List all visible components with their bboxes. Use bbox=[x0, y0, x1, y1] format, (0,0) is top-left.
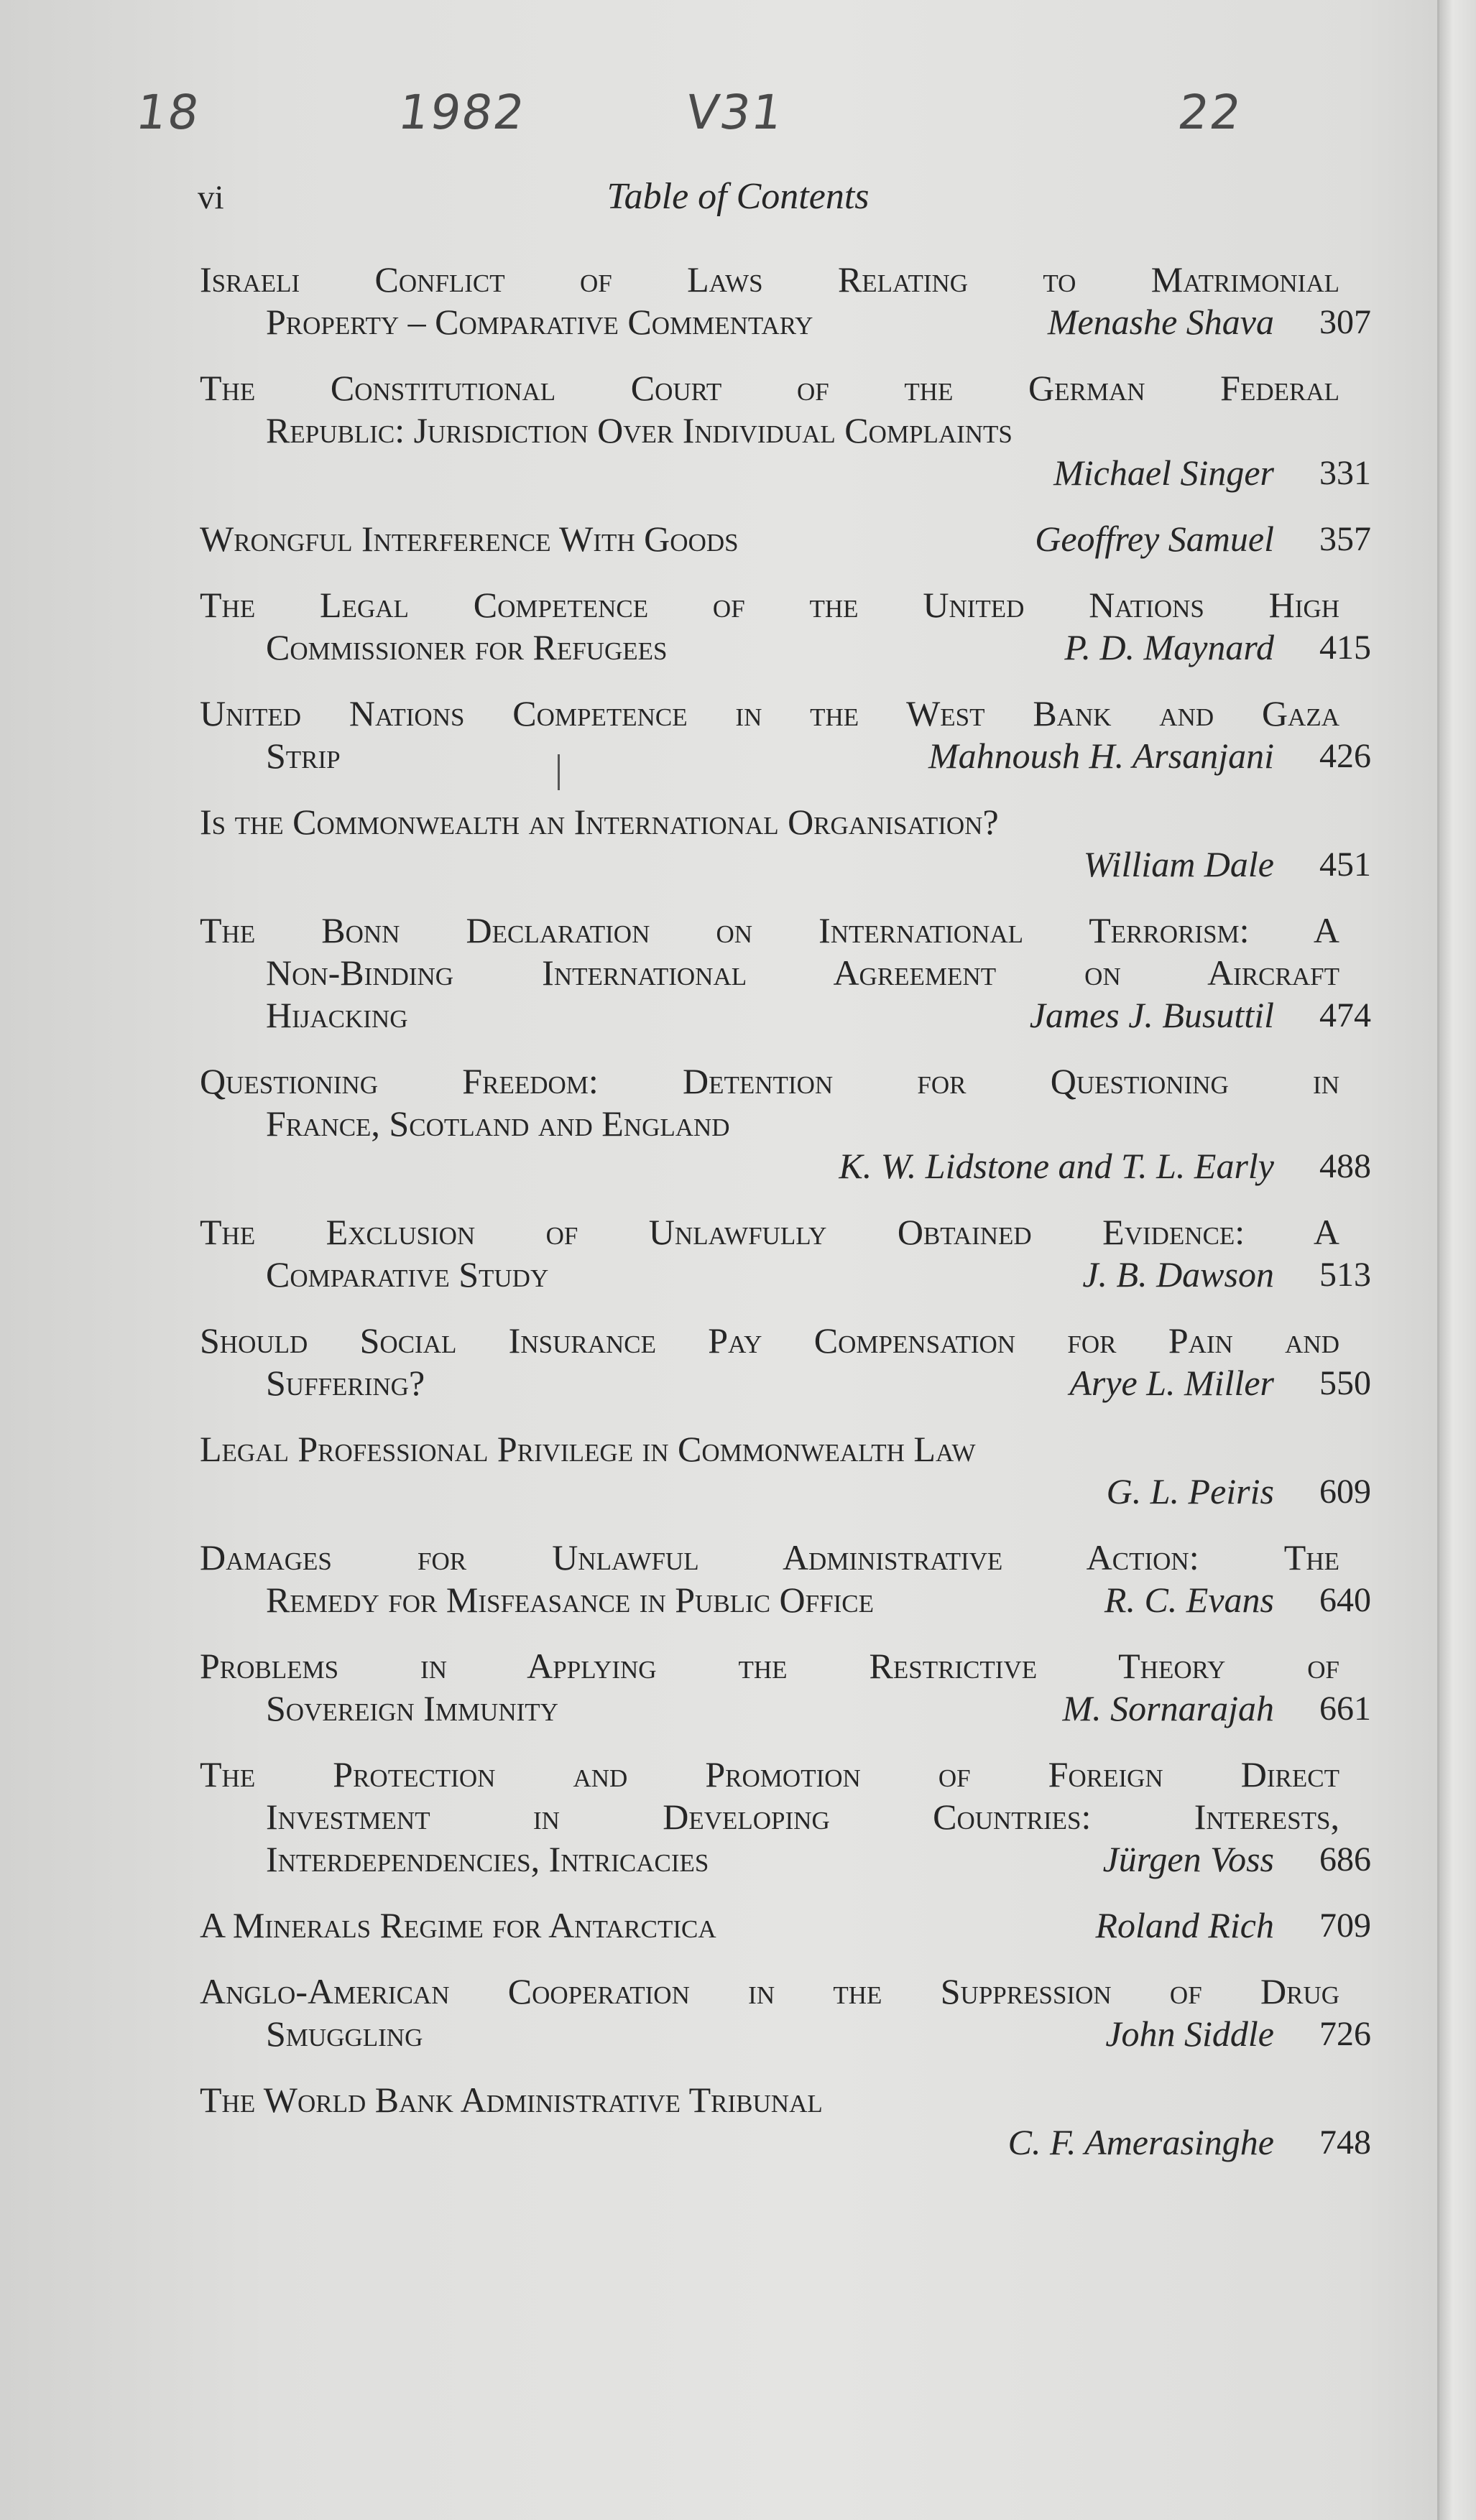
toc-title-text: Is the Commonwealth an International Organisation? bbox=[200, 802, 999, 842]
toc-author: Jürgen Voss bbox=[1102, 1839, 1274, 1879]
toc-page-number: 474 bbox=[1319, 996, 1371, 1034]
toc-author: P. D. Maynard bbox=[1064, 627, 1274, 667]
toc-author-line bbox=[200, 843, 1371, 886]
toc-title-line bbox=[200, 1796, 1371, 1838]
toc-title-line bbox=[200, 2013, 1371, 2055]
toc-page-number: 488 bbox=[1319, 1147, 1371, 1185]
toc-title-text: Comparative Study bbox=[266, 1254, 549, 1294]
toc-author: Menashe Shava bbox=[1047, 302, 1274, 342]
toc-title-line bbox=[200, 518, 1371, 560]
toc-title-line bbox=[200, 1103, 1371, 1145]
toc-title-line bbox=[200, 2079, 1371, 2121]
toc-author: Roland Rich bbox=[1095, 1905, 1274, 1945]
toc-author: Arye L. Miller bbox=[1069, 1363, 1274, 1403]
toc-title-text: Problems in Applying the Restrictive Theory of bbox=[200, 1646, 1339, 1686]
toc-author: Mahnoush H. Arsanjani bbox=[928, 736, 1274, 776]
toc-title-line bbox=[200, 1254, 1371, 1296]
toc-author: K. W. Lidstone and T. L. Early bbox=[839, 1146, 1274, 1186]
toc-title-line bbox=[200, 409, 1371, 452]
toc-author: C. F. Amerasinghe bbox=[1007, 2122, 1274, 2162]
handwritten-note-1: 18 bbox=[132, 85, 204, 140]
toc-title-text: The World Bank Administrative Tribunal bbox=[200, 2080, 823, 2120]
toc-entry[interactable] bbox=[200, 259, 1371, 343]
toc-title-text: Interdependencies, Intricacies bbox=[266, 1839, 709, 1879]
toc-entry[interactable] bbox=[200, 1211, 1371, 1296]
toc-author-line bbox=[200, 1145, 1371, 1187]
table-of-contents bbox=[200, 259, 1371, 2187]
toc-entry[interactable] bbox=[200, 1428, 1371, 1513]
toc-title-text: France, Scotland and England bbox=[266, 1103, 730, 1144]
toc-title-text: Property – Comparative Commentary bbox=[266, 302, 813, 342]
toc-author: J. B. Dawson bbox=[1082, 1254, 1274, 1294]
toc-title-text: A Minerals Regime for Antarctica bbox=[200, 1905, 716, 1945]
toc-author: R. C. Evans bbox=[1104, 1580, 1274, 1620]
toc-title-line bbox=[200, 1754, 1371, 1796]
toc-title-line bbox=[200, 1362, 1371, 1404]
toc-page-number: 609 bbox=[1319, 1473, 1371, 1511]
toc-title-text: Remedy for Misfeasance in Public Office bbox=[266, 1580, 874, 1620]
toc-entry[interactable] bbox=[200, 692, 1371, 777]
toc-author: John Siddle bbox=[1105, 2014, 1274, 2054]
toc-title-line bbox=[200, 626, 1371, 669]
toc-page-number: 513 bbox=[1319, 1256, 1371, 1294]
handwritten-note-4: 22 bbox=[1174, 85, 1246, 140]
running-title: Table of Contents bbox=[606, 176, 870, 217]
toc-entry[interactable] bbox=[200, 1904, 1371, 1947]
toc-title-line bbox=[200, 1645, 1371, 1687]
toc-page-number: 640 bbox=[1319, 1581, 1371, 1619]
toc-title-line bbox=[200, 909, 1371, 952]
toc-title-text: Wrongful Interference With Goods bbox=[200, 519, 739, 559]
toc-page-number: 426 bbox=[1319, 737, 1371, 775]
toc-entry[interactable] bbox=[200, 801, 1371, 886]
toc-title-line bbox=[200, 1838, 1371, 1881]
toc-author-line bbox=[200, 1470, 1371, 1513]
toc-page-number: 661 bbox=[1319, 1690, 1371, 1728]
toc-page-number: 709 bbox=[1319, 1907, 1371, 1945]
toc-title-text: Anglo-American Cooperation in the Suppression of Drug bbox=[200, 1971, 1339, 2011]
toc-title-line bbox=[200, 1428, 1371, 1470]
toc-title-line bbox=[200, 994, 1371, 1037]
toc-title-text: United Nations Competence in the West Bank and Gaza bbox=[200, 693, 1339, 733]
toc-title-line bbox=[200, 1320, 1371, 1362]
toc-author: William Dale bbox=[1083, 844, 1274, 884]
toc-entry[interactable] bbox=[200, 1970, 1371, 2055]
toc-page-number: 748 bbox=[1319, 2123, 1371, 2162]
toc-author-line bbox=[200, 2121, 1371, 2164]
toc-entry[interactable] bbox=[200, 909, 1371, 1037]
toc-title-text: Investment in Developing Countries: Interests, bbox=[266, 1797, 1339, 1837]
toc-title-text: Sovereign Immunity bbox=[266, 1688, 558, 1728]
toc-page-number: 451 bbox=[1319, 846, 1371, 884]
toc-title-line bbox=[200, 367, 1371, 409]
toc-entry[interactable] bbox=[200, 1645, 1371, 1730]
toc-title-text: The Protection and Promotion of Foreign Direct bbox=[200, 1754, 1339, 1794]
toc-title-text: Should Social Insurance Pay Compensation for Pain and bbox=[200, 1320, 1339, 1361]
toc-page-number: 357 bbox=[1319, 520, 1371, 558]
toc-title-line bbox=[200, 692, 1371, 735]
toc-title-line bbox=[200, 259, 1371, 301]
toc-page-number: 331 bbox=[1319, 454, 1371, 492]
toc-author: M. Sornarajah bbox=[1062, 1688, 1274, 1728]
toc-title-line bbox=[200, 801, 1371, 843]
handwritten-note-3: V31 bbox=[682, 85, 788, 140]
toc-title-text: Israeli Conflict of Laws Relating to Matrimonial bbox=[200, 259, 1339, 300]
toc-page-number: 550 bbox=[1319, 1364, 1371, 1402]
toc-title-line bbox=[200, 1970, 1371, 2013]
toc-author: Michael Singer bbox=[1053, 453, 1274, 493]
toc-title-text: The Exclusion of Unlawfully Obtained Evidence: A bbox=[200, 1212, 1339, 1252]
toc-title-line bbox=[200, 1687, 1371, 1730]
toc-page-number: 307 bbox=[1319, 303, 1371, 341]
toc-entry[interactable] bbox=[200, 367, 1371, 494]
toc-page-number: 686 bbox=[1319, 1840, 1371, 1879]
toc-title-line bbox=[200, 1579, 1371, 1621]
toc-entry[interactable] bbox=[200, 1754, 1371, 1881]
toc-title-line bbox=[200, 584, 1371, 626]
handwritten-note-2: 1982 bbox=[395, 85, 530, 140]
toc-title-text: Damages for Unlawful Administrative Action: The bbox=[200, 1537, 1339, 1578]
toc-title-text: The Bonn Declaration on International Terrorism: A bbox=[200, 910, 1339, 950]
toc-author: James J. Busuttil bbox=[1029, 995, 1274, 1035]
toc-entry[interactable] bbox=[200, 584, 1371, 669]
toc-title-line bbox=[200, 1904, 1371, 1947]
toc-title-line bbox=[200, 735, 1371, 777]
page-edge bbox=[1437, 0, 1476, 2520]
toc-author-line bbox=[200, 452, 1371, 494]
toc-entry[interactable] bbox=[200, 1537, 1371, 1621]
toc-author: G. L. Peiris bbox=[1106, 1471, 1274, 1511]
toc-title-text: Questioning Freedom: Detention for Questioning in bbox=[200, 1061, 1339, 1101]
toc-title-line bbox=[200, 952, 1371, 994]
toc-title-line bbox=[200, 1211, 1371, 1254]
toc-title-text: The Constitutional Court of the German Federal bbox=[200, 368, 1339, 408]
toc-title-text: Commissioner for Refugees bbox=[266, 627, 668, 667]
toc-entry[interactable] bbox=[200, 1060, 1371, 1187]
toc-entry[interactable] bbox=[200, 1320, 1371, 1404]
page-folio: vi bbox=[198, 179, 224, 216]
toc-title-text: Non-Binding International Agreement on Aircraft bbox=[266, 953, 1339, 993]
toc-title-line bbox=[200, 1060, 1371, 1103]
toc-page-number: 415 bbox=[1319, 629, 1371, 667]
toc-entry[interactable] bbox=[200, 518, 1371, 560]
toc-title-text: Strip bbox=[266, 736, 341, 776]
toc-title-text: Republic: Jurisdiction Over Individual Complaints bbox=[266, 410, 1013, 450]
toc-title-text: Hijacking bbox=[266, 995, 408, 1035]
toc-entry[interactable] bbox=[200, 2079, 1371, 2164]
toc-title-text: Legal Professional Privilege in Commonwealth Law bbox=[200, 1429, 976, 1469]
toc-author: Geoffrey Samuel bbox=[1035, 519, 1274, 559]
toc-title-line bbox=[200, 1537, 1371, 1579]
toc-title-text: Suffering? bbox=[266, 1363, 425, 1403]
toc-title-line bbox=[200, 301, 1371, 343]
toc-title-text: The Legal Competence of the United Nations High bbox=[200, 585, 1339, 625]
toc-page-number: 726 bbox=[1319, 2015, 1371, 2053]
toc-title-text: Smuggling bbox=[266, 2014, 423, 2054]
